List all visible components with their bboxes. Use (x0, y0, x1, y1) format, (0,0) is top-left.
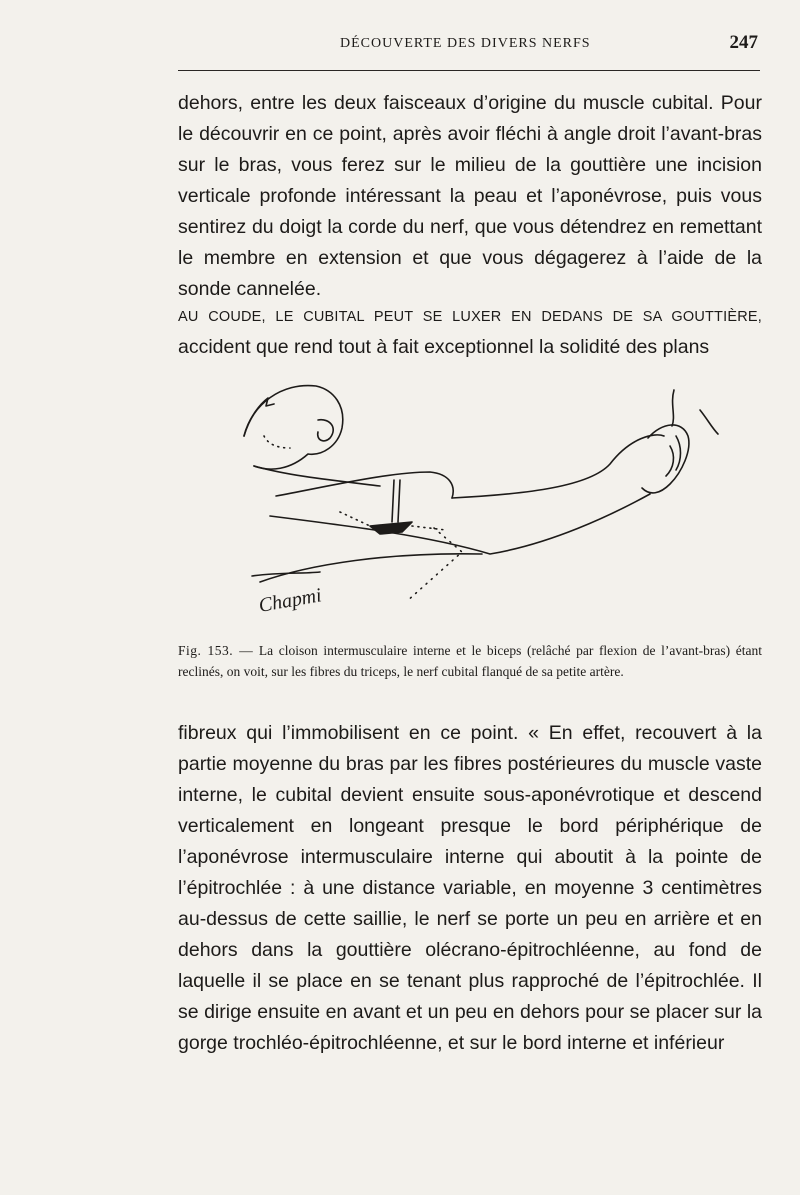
torso-lower (260, 554, 482, 582)
retractor-blade (370, 522, 412, 534)
retractor (392, 480, 400, 522)
tendon-dots (406, 528, 462, 602)
hand-string (672, 390, 718, 434)
paragraph-mid (178, 302, 762, 363)
paragraph-mid-lead: AU COUDE, LE CUBITAL PEUT SE LUXER EN DEDANS DE SA GOUTTIÈRE, (178, 309, 762, 325)
figure-illustration (230, 376, 750, 636)
paragraph-mid-rest: accident que rend tout à fait exceptionnel la solidité des plans (178, 336, 710, 358)
caption-label: Fig. 153. — (178, 643, 254, 658)
head-outline (244, 386, 343, 470)
nerve-dots (264, 436, 290, 448)
paragraph-bottom: fibreux qui l’immobilisent en ce point. « En effet, recouvert à la partie moyenne du bras par les fibres postérieures du muscle vaste interne, le cubital devient ensuite sous-aponévrotique et descend verticalement en longeant presque le bord périphérique de l’aponévrose intermusculaire interne qui aboutit à la pointe de l’épitrochlée : à une distance variable, en moyenne 3 centimètres au-dessus de cette saillie, le nerf se porte un peu en arrière et en dehors dans la gouttière olécrano-épitrochléenne, au fond de laquelle il se place en se tenant plus rapproché de l’épitrochlée. Il se dirige ensuite en avant et un peu en dehors pour se placer sur la gorge trochléo-épitrochléenne, et sur le bord interne et inférieur (178, 722, 762, 1054)
figure-caption (178, 640, 762, 682)
running-title: DÉCOUVERTE DES DIVERS NERFS (340, 36, 591, 51)
paragraph-top: dehors, entre les deux faisceaux d’origine du muscle cubital. Pour le découvrir en ce point, après avoir fléchi à angle droit l’avant-bras sur le bras, vous ferez sur le milieu de la gouttière une incision verticale profonde intéressant la peau et l’aponévrose, puis vous sentirez du doigt la corde du nerf, que vous détendrez en remettant le membre en extension et que vous dégagerez à l’aide de la sonde cannelée. (178, 92, 762, 300)
artist-signature: Chapmi (257, 584, 324, 617)
header-rule (178, 70, 760, 71)
caption-text: La cloison intermusculaire interne et le biceps (relâché par flexion de l’avant-bras) étant reclinés, on voit, sur les fibres du triceps, le nerf cubital flanqué de sa petite artère. (178, 643, 763, 679)
arm-lower (270, 494, 650, 554)
page-number: 247 (729, 32, 758, 53)
ear (318, 420, 334, 441)
fingers (666, 436, 681, 476)
arm-upper (452, 435, 664, 498)
face-profile (244, 398, 274, 436)
table-line (252, 572, 320, 576)
running-head (178, 34, 760, 60)
